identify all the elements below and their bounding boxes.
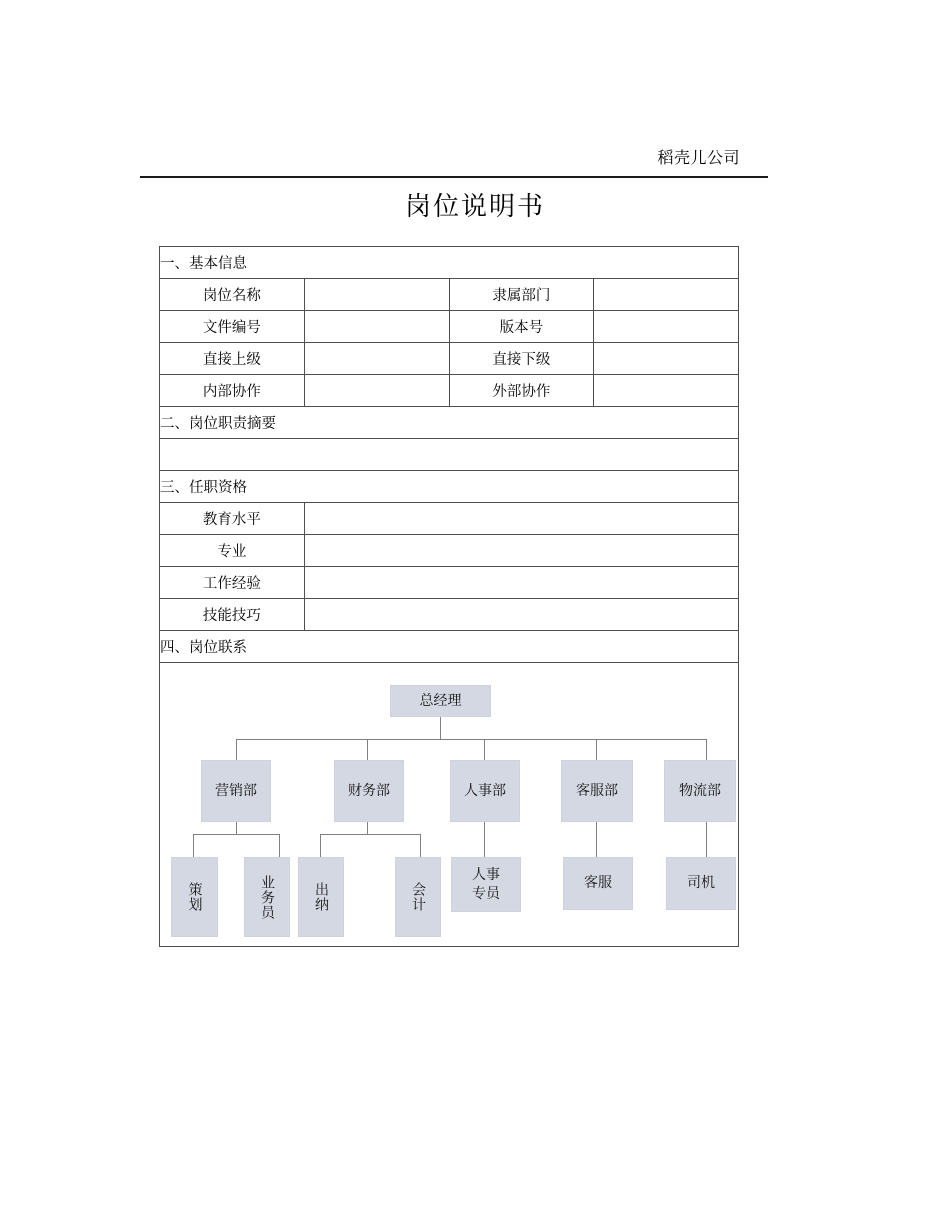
org-node-salesperson[interactable] [244,857,290,937]
org-node-customer-service[interactable] [563,857,633,910]
table-row [160,503,739,535]
org-node-hr-specialist[interactable] [451,857,521,912]
label-direct-subordinate: 直接下级 [449,343,594,375]
form-table [159,246,739,947]
org-connector-drop-logistics [706,739,707,760]
label-skills: 技能技巧 [160,599,305,631]
section-row-duty-summary [160,407,739,439]
label-internal-cooperation: 内部协作 [160,375,305,407]
table-row [160,567,739,599]
label-department: 隶属部门 [449,279,594,311]
org-node-accountant[interactable] [395,857,441,937]
org-node-label: 策划 [186,882,203,912]
org-connector-drop-service [596,739,597,760]
section-row-position-relations [160,631,739,663]
label-file-number: 文件编号 [160,311,305,343]
org-connector-marketing-bus [193,834,279,835]
table-row [160,439,739,471]
org-node-label: 总经理 [419,692,462,709]
org-connector-drop-accountant [420,834,421,857]
org-connector-drop-cashier [320,834,321,857]
org-connector-drop-driver [706,822,707,857]
table-row [160,279,739,311]
table-row [160,343,739,375]
header-divider [140,176,768,178]
label-position-name: 岗位名称 [160,279,305,311]
org-node-label: 会计 [410,882,426,912]
field-duty-summary[interactable] [160,439,739,471]
table-row [160,375,739,407]
label-education-level: 教育水平 [160,503,305,535]
org-node-label: 客服 [584,875,612,891]
section-heading-duty-summary: 二、岗位职责摘要 [160,407,739,439]
org-node-label: 营销部 [215,782,257,799]
org-node-label: 人事部 [464,782,506,799]
org-node-label: 财务部 [348,782,390,799]
field-version-number[interactable] [594,311,739,343]
org-node-label: 物流部 [679,782,721,799]
org-node-label: 出纳 [313,882,329,912]
page-title: 岗位说明书 [404,192,545,222]
org-connector-drop-customer-service [596,822,597,857]
company-header: 稻壳儿公司 [657,148,740,167]
field-skills[interactable] [304,599,738,631]
org-connector-drop-marketing [236,739,237,760]
org-node-label: 业务员 [259,874,275,920]
table-row [160,663,739,947]
label-work-experience: 工作经验 [160,567,305,599]
field-work-experience[interactable] [304,567,738,599]
org-connector-level1-bus [236,739,706,740]
org-connector-finance-bus [320,834,420,835]
org-node-customer-service-dept[interactable] [561,760,633,822]
field-internal-cooperation[interactable] [304,375,449,407]
label-major: 专业 [160,535,305,567]
field-file-number[interactable] [304,311,449,343]
org-connector-drop-salesperson [279,834,280,857]
section-row-qualification [160,471,739,503]
label-version-number: 版本号 [449,311,594,343]
org-node-logistics-dept[interactable] [664,760,736,822]
label-direct-superior: 直接上级 [160,343,305,375]
org-node-general-manager[interactable] [390,685,491,717]
org-node-label: 司机 [687,875,715,891]
field-education-level[interactable] [304,503,738,535]
org-connector-drop-hr [484,739,485,760]
org-node-finance-dept[interactable] [334,760,404,822]
label-external-cooperation: 外部协作 [449,375,594,407]
org-connector-marketing-stem [236,822,237,834]
field-position-name[interactable] [304,279,449,311]
org-node-label: 客服部 [576,782,618,799]
org-connector-drop-finance [367,739,368,760]
field-direct-superior[interactable] [304,343,449,375]
org-node-hr-dept[interactable] [450,760,520,822]
field-direct-subordinate[interactable] [594,343,739,375]
org-connector-drop-hr-specialist [484,822,485,857]
org-connector-drop-planning [193,834,194,857]
field-major[interactable] [304,535,738,567]
org-node-planning[interactable] [171,857,218,937]
org-chart [160,663,738,946]
field-department[interactable] [594,279,739,311]
section-heading-position-relations: 四、岗位联系 [160,631,739,663]
table-row [160,311,739,343]
job-description-form [159,246,739,947]
section-heading-qualification: 三、任职资格 [160,471,739,503]
org-node-driver[interactable] [666,857,736,910]
org-node-cashier[interactable] [298,857,344,937]
field-external-cooperation[interactable] [594,375,739,407]
org-chart-cell [160,663,739,947]
org-connector-finance-stem [367,822,368,834]
org-node-label: 人事专员 [471,866,500,902]
org-connector-trunk [440,717,441,739]
section-heading-basic-info: 一、基本信息 [160,247,739,279]
org-node-marketing-dept[interactable] [201,760,271,822]
table-row [160,535,739,567]
table-row [160,599,739,631]
section-row-basic-info [160,247,739,279]
